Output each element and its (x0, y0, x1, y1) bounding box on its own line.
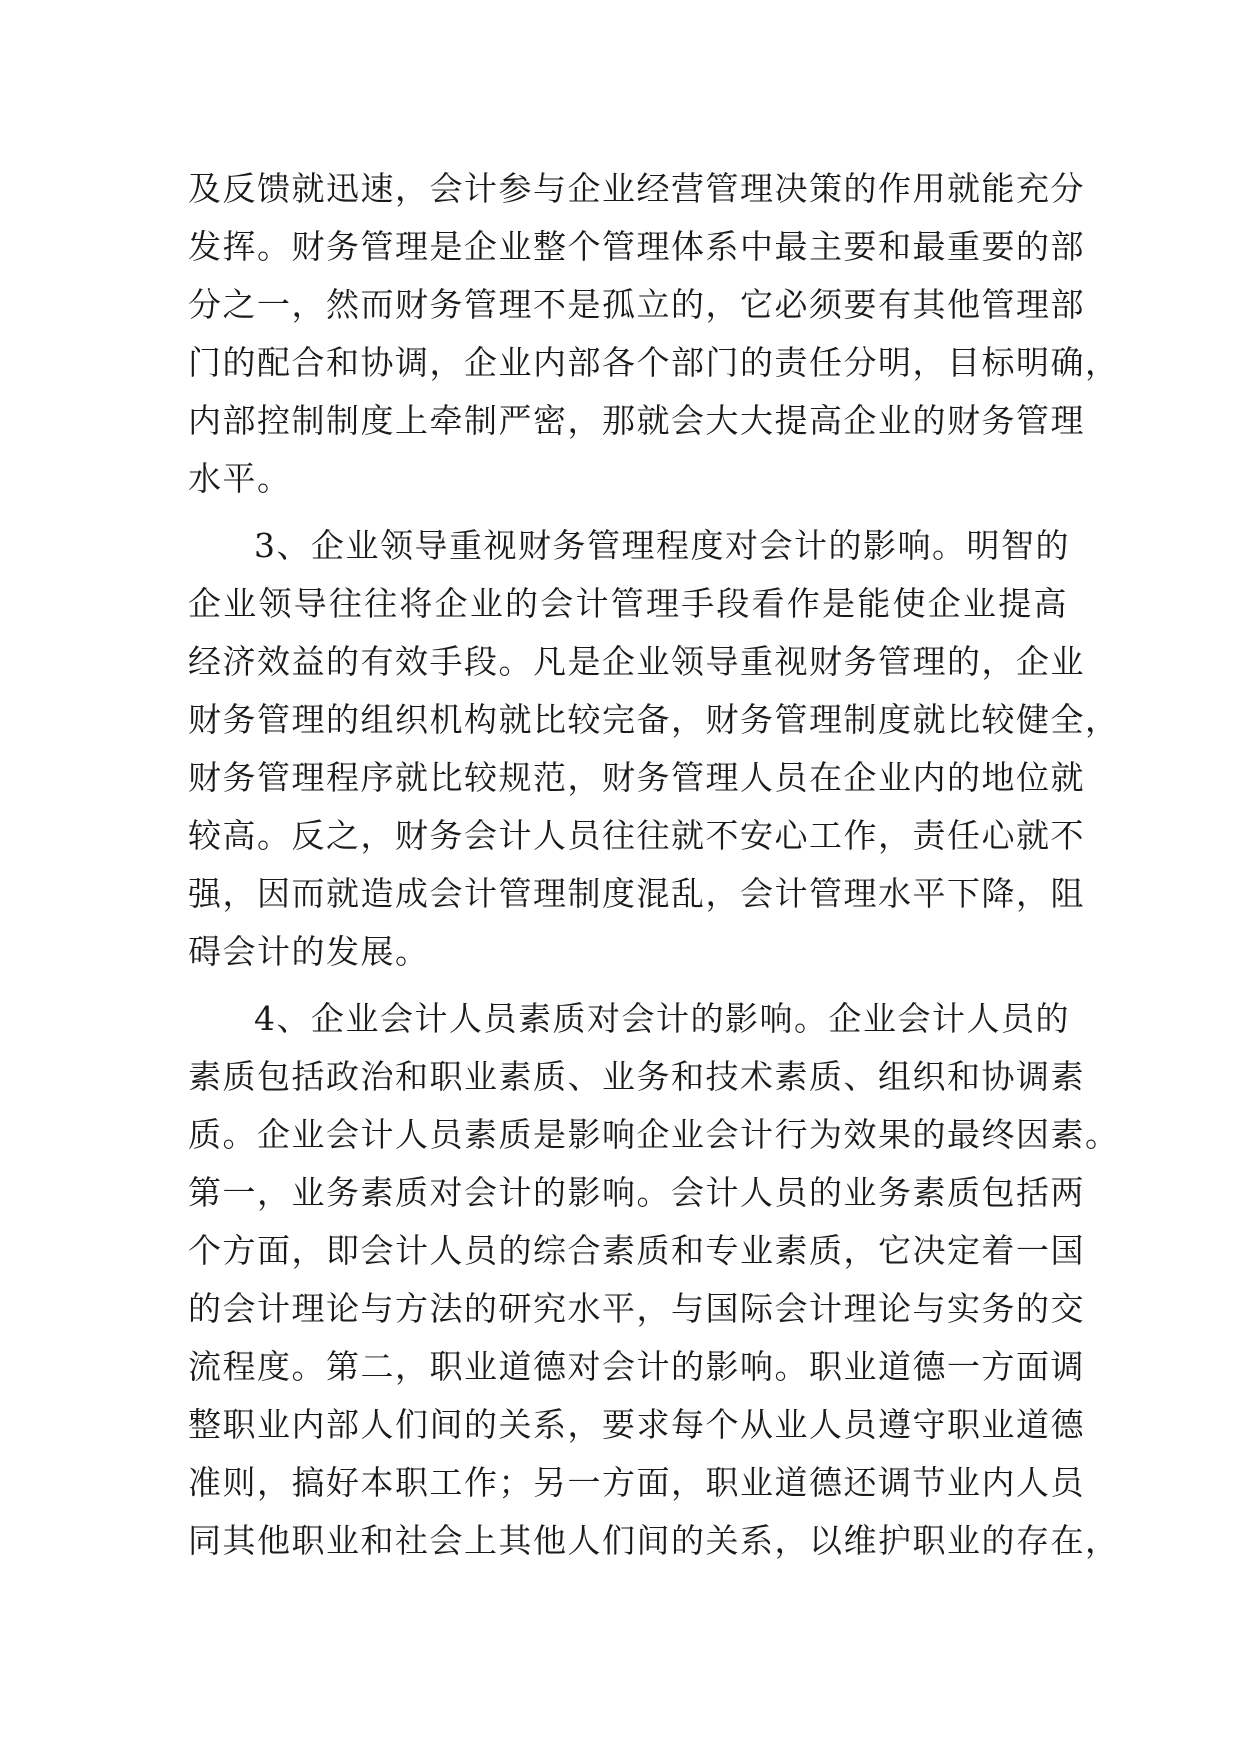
text-line: 水平。 (188, 459, 292, 498)
text-line: 整职业内部人们间的关系，要求每个从业人员遵守职业道德 (188, 1405, 1085, 1444)
body-text (188, 160, 1120, 1570)
paragraph-spacer (188, 508, 1068, 517)
paragraph-continuation (188, 160, 1120, 508)
text-line: 财务管理程序就比较规范，财务管理人员在企业内的地位就 (188, 758, 1085, 797)
paragraph-point-3 (188, 517, 1120, 981)
paragraph-spacer (188, 981, 1068, 990)
text-line: 3、企业领导重视财务管理程度对会计的影响。明智的 (254, 526, 1070, 565)
text-line: 强，因而就造成会计管理制度混乱，会计管理水平下降，阻 (188, 874, 1085, 913)
paragraph-point-4 (188, 990, 1120, 1570)
text-line: 发挥。财务管理是企业整个管理体系中最主要和最重要的部 (188, 227, 1085, 266)
text-line: 较高。反之，财务会计人员往往就不安心工作，责任心就不 (188, 816, 1085, 855)
text-line: 准则，搞好本职工作；另一方面，职业道德还调节业内人员 (188, 1463, 1085, 1502)
text-line: 及反馈就迅速，会计参与企业经营管理决策的作用就能充分 (188, 169, 1085, 208)
text-line: 门的配合和协调，企业内部各个部门的责任分明，目标明确， (188, 343, 1120, 382)
text-line: 同其他职业和社会上其他人们间的关系，以维护职业的存在， (188, 1521, 1120, 1560)
text-line: 经济效益的有效手段。凡是企业领导重视财务管理的，企业 (188, 642, 1085, 681)
text-line: 个方面，即会计人员的综合素质和专业素质，它决定着一国 (188, 1231, 1085, 1270)
text-line: 内部控制制度上牵制严密，那就会大大提高企业的财务管理 (188, 401, 1085, 440)
text-line: 素质包括政治和职业素质、业务和技术素质、组织和协调素 (188, 1057, 1085, 1096)
text-line: 碍会计的发展。 (188, 932, 430, 971)
text-line: 质。企业会计人员素质是影响企业会计行为效果的最终因素。 (188, 1115, 1120, 1154)
text-line: 的会计理论与方法的研究水平，与国际会计理论与实务的交 (188, 1289, 1085, 1328)
text-line: 企业领导往往将企业的会计管理手段看作是能使企业提高 (188, 584, 1068, 623)
text-line: 财务管理的组织机构就比较完备，财务管理制度就比较健全， (188, 700, 1120, 739)
text-line: 分之一，然而财务管理不是孤立的，它必须要有其他管理部 (188, 285, 1085, 324)
text-line: 流程度。第二，职业道德对会计的影响。职业道德一方面调 (188, 1347, 1085, 1386)
text-line: 4、企业会计人员素质对会计的影响。企业会计人员的 (254, 999, 1070, 1038)
text-line: 第一，业务素质对会计的影响。会计人员的业务素质包括两 (188, 1173, 1085, 1212)
